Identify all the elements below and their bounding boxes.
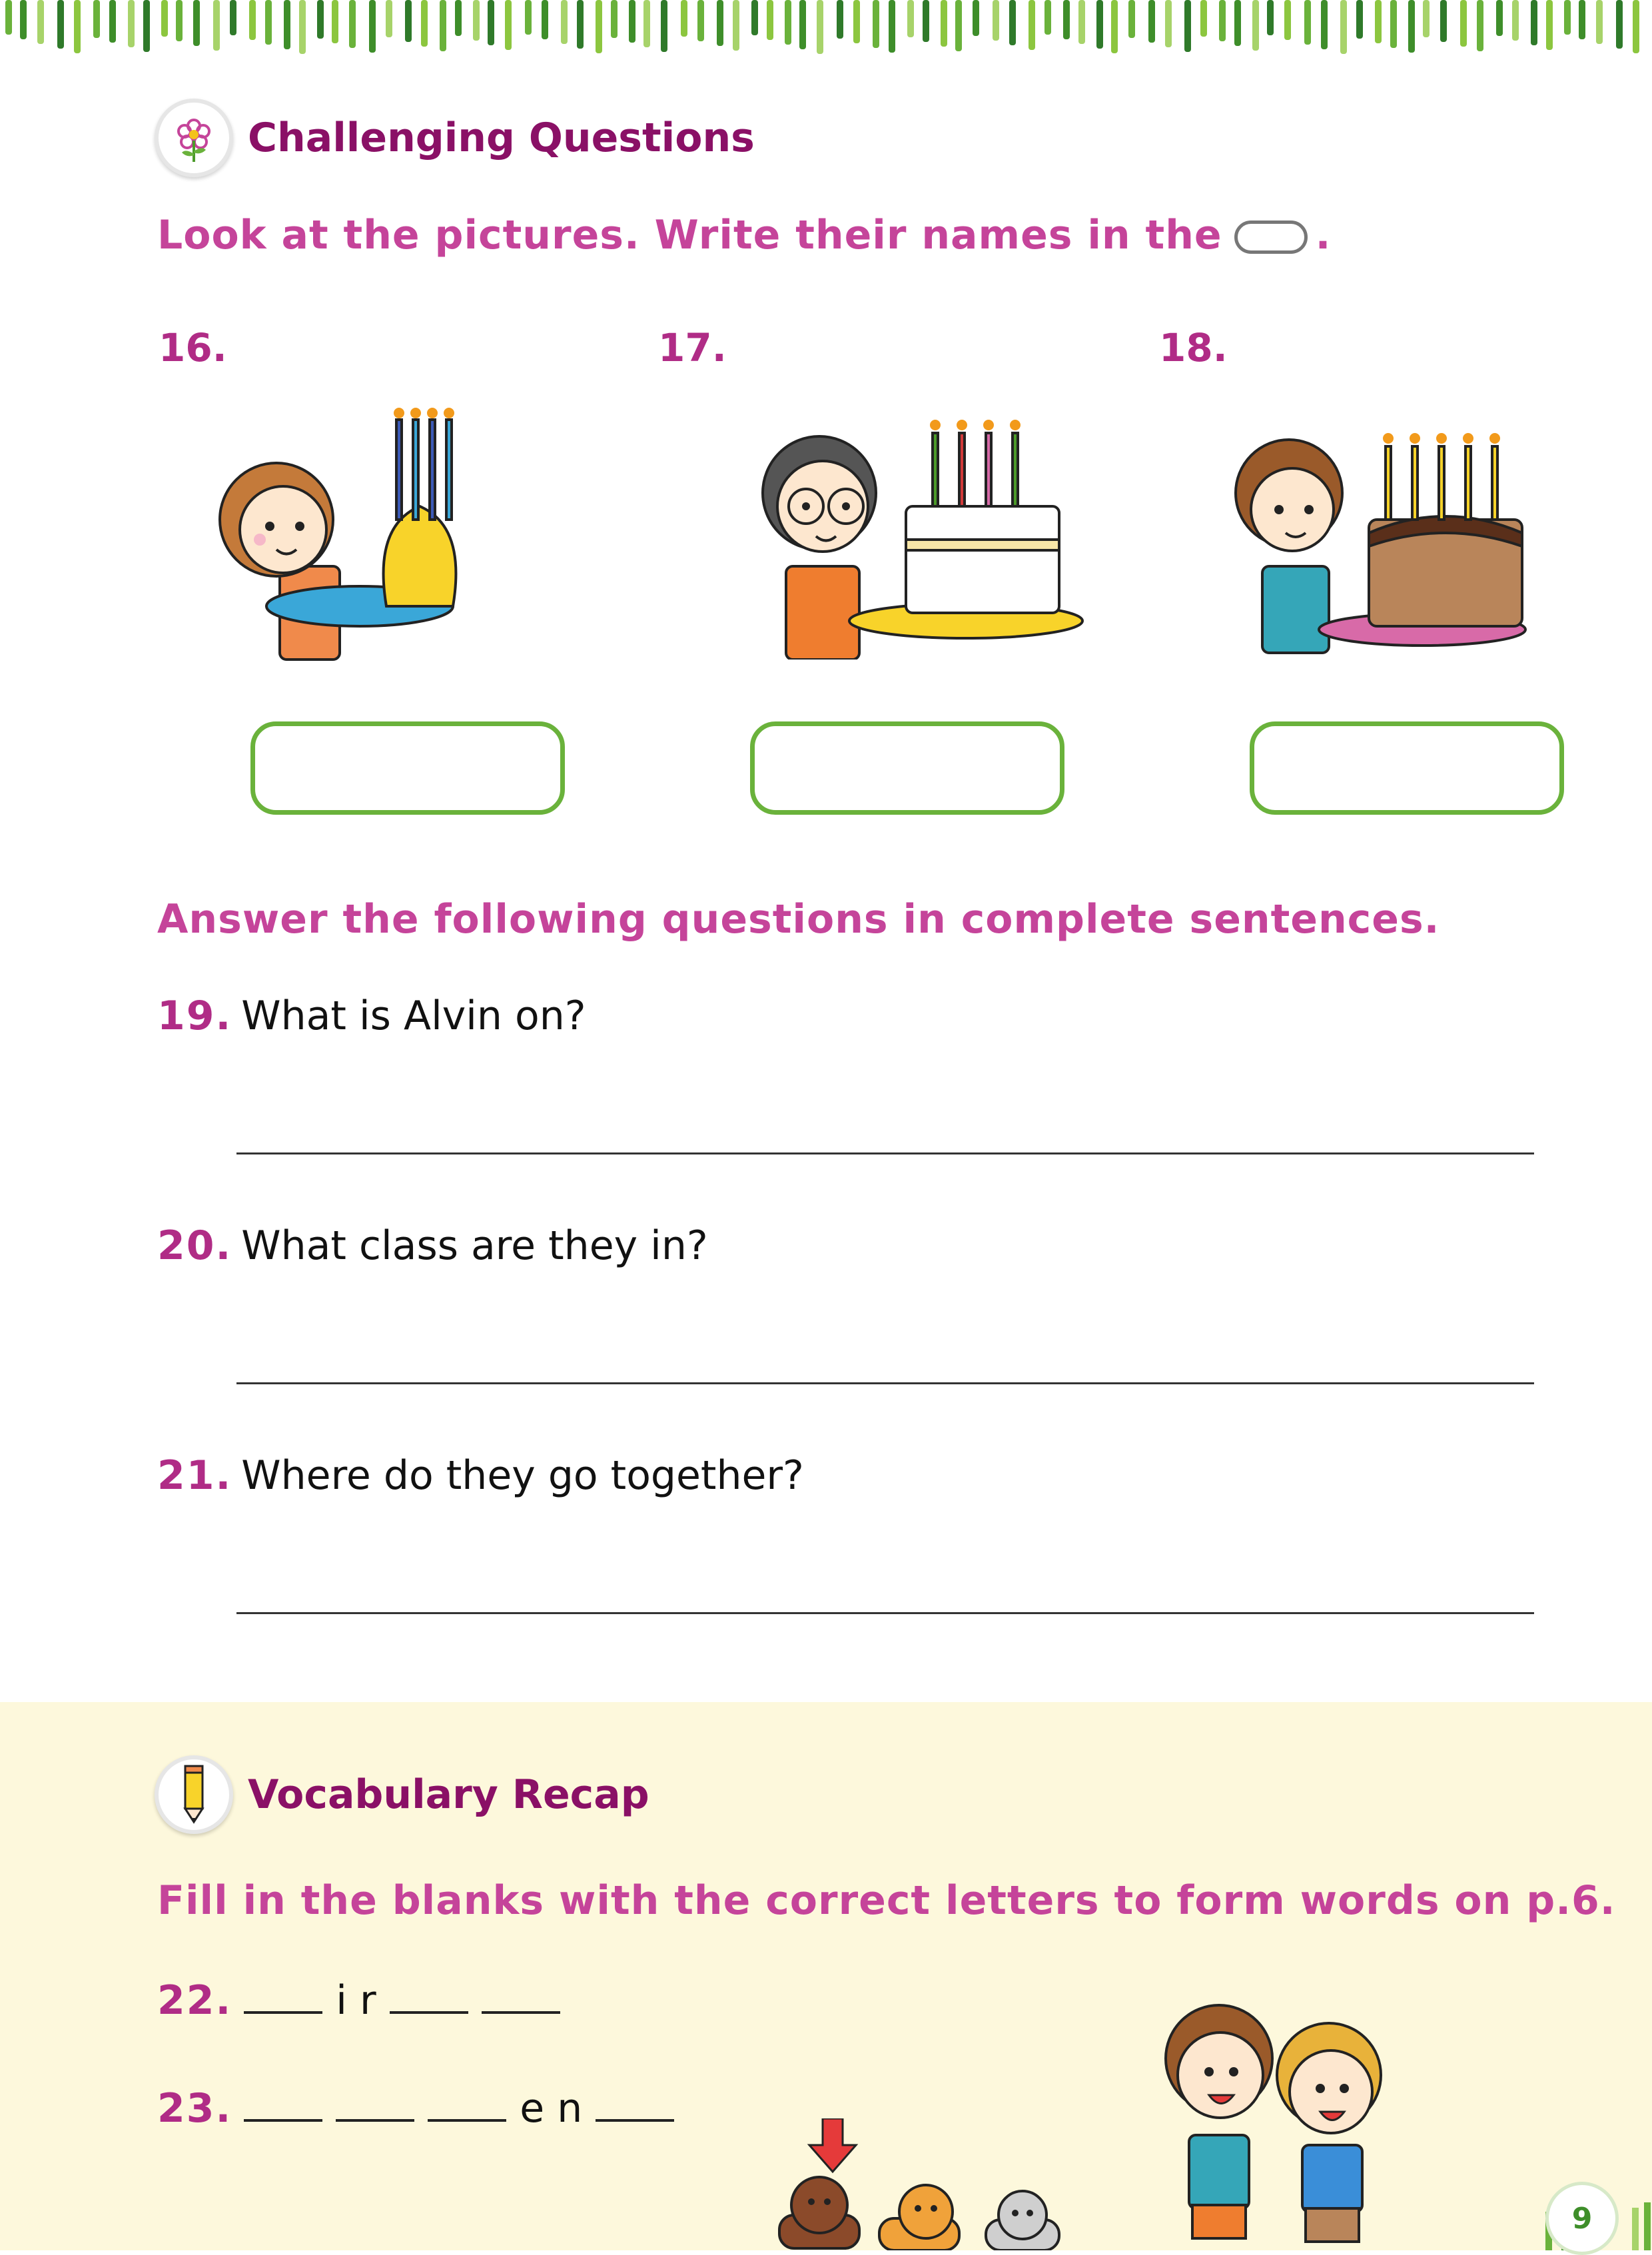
- stripe: [611, 0, 618, 38]
- stripe: [973, 0, 979, 36]
- item-number-17: 17.: [658, 325, 727, 370]
- instruction-pictures: [157, 212, 1331, 258]
- stripe: [1375, 0, 1382, 43]
- fill-item-22: [157, 1977, 574, 2024]
- stripe: [1616, 0, 1623, 49]
- question-20: [157, 1222, 708, 1269]
- stripe: [161, 0, 168, 37]
- item-number-16: 16.: [159, 325, 227, 370]
- stripe: [1633, 0, 1639, 53]
- stripe: [1184, 0, 1191, 52]
- stripe: [907, 0, 914, 37]
- stripe: [176, 0, 183, 41]
- stripe: [349, 0, 356, 48]
- stripe: [1063, 0, 1070, 39]
- stripe: [5, 0, 12, 35]
- letter-blank[interactable]: [336, 2086, 414, 2122]
- stripe: [1546, 0, 1553, 50]
- item-number-18: 18.: [1159, 325, 1228, 370]
- answer-box-16[interactable]: [250, 721, 565, 815]
- boy-cream-cake-illustration: [746, 413, 1106, 660]
- answer-box-18[interactable]: [1250, 721, 1564, 815]
- stripe: [751, 0, 758, 35]
- girl-jelly-cake-illustration: [193, 406, 586, 666]
- stripe: [1340, 0, 1347, 54]
- stripe: [1128, 0, 1135, 38]
- stripe: [1579, 0, 1585, 39]
- instruction-pictures-period: .: [1315, 212, 1332, 258]
- question-21: [157, 1452, 804, 1499]
- letter-blank[interactable]: [244, 2086, 322, 2122]
- stripe: [1078, 0, 1085, 44]
- question-number: 20.: [157, 1222, 232, 1269]
- stripe: [213, 0, 220, 51]
- stripe: [1009, 0, 1016, 45]
- stripe: [941, 0, 947, 47]
- instruction-vocab: Fill in the blanks with the correct letters to form words on p.6.: [157, 1877, 1616, 1924]
- page-number: 9: [1545, 2182, 1619, 2255]
- stripe: [421, 0, 428, 47]
- stripe: [1496, 0, 1503, 36]
- stripe: [993, 0, 999, 41]
- section-title-vocab: Vocabulary Recap: [248, 1771, 649, 1818]
- letter-blank[interactable]: [244, 1978, 322, 2014]
- letter-blank[interactable]: [482, 1978, 560, 2014]
- stripe: [265, 0, 272, 45]
- stripe: [1512, 0, 1519, 41]
- stripe: [37, 0, 44, 44]
- answer-box-17[interactable]: [750, 721, 1064, 815]
- stripe: [128, 0, 135, 47]
- two-boys-illustration: [1152, 1995, 1406, 2250]
- fill-number: 23.: [157, 2085, 232, 2132]
- question-number: 21.: [157, 1452, 232, 1499]
- stripe: [1356, 0, 1363, 39]
- given-letters: e n: [520, 2085, 583, 2132]
- stripe: [767, 0, 773, 40]
- stripe: [284, 0, 290, 49]
- stripe: [93, 0, 100, 38]
- stripe: [1477, 0, 1483, 51]
- question-number: 19.: [157, 993, 232, 1039]
- stripe: [1096, 0, 1103, 49]
- stripe: [661, 0, 667, 52]
- stripe: [873, 0, 879, 48]
- stripe: [1111, 0, 1118, 53]
- answer-line-20[interactable]: [236, 1382, 1534, 1384]
- stripe: [299, 0, 306, 54]
- stripe: [799, 0, 806, 49]
- stripe: [230, 0, 236, 35]
- stripe: [837, 0, 843, 39]
- stripe: [455, 0, 462, 36]
- stripe: [369, 0, 376, 53]
- instruction-pictures-text: Look at the pictures. Write their names in the: [157, 212, 1222, 258]
- stripe: [1252, 0, 1259, 51]
- stripe: [681, 0, 687, 37]
- stripe: [1029, 0, 1035, 50]
- stripe: [57, 0, 64, 49]
- instruction-sentences: Answer the following questions in complete sentences.: [157, 896, 1440, 943]
- stripe: [193, 0, 200, 46]
- fill-item-23: [157, 2085, 687, 2132]
- stripe: [1440, 0, 1447, 42]
- stripe: [525, 0, 532, 35]
- stripe: [488, 0, 494, 45]
- stripe: [1423, 0, 1430, 37]
- stripe: [1267, 0, 1274, 35]
- stripe: [332, 0, 338, 43]
- stripe: [1564, 0, 1571, 35]
- stripe: [109, 0, 116, 43]
- question-19: [157, 993, 586, 1039]
- question-text: Where do they go together?: [241, 1452, 804, 1499]
- stripe: [1200, 0, 1207, 37]
- stripe: [1284, 0, 1291, 40]
- stripe: [249, 0, 256, 40]
- answer-line-19[interactable]: [236, 1152, 1534, 1154]
- flower-icon: [155, 99, 233, 177]
- pets-illustration: [766, 2118, 1112, 2250]
- stripe: [561, 0, 568, 44]
- stripe: [440, 0, 446, 51]
- top-stripe-border: [0, 0, 1652, 60]
- boy-chocolate-cake-illustration: [1222, 420, 1569, 660]
- stripe: [1304, 0, 1311, 45]
- stripe: [1390, 0, 1397, 48]
- stripe: [1408, 0, 1415, 53]
- stripe: [955, 0, 962, 51]
- challenging-header: [155, 99, 755, 177]
- stripe: [817, 0, 823, 54]
- stripe: [853, 0, 860, 43]
- letter-blank[interactable]: [428, 2086, 506, 2122]
- letter-blank[interactable]: [390, 1978, 468, 2014]
- stripe: [717, 0, 723, 46]
- stripe: [20, 0, 27, 39]
- question-text: What class are they in?: [241, 1222, 708, 1269]
- stripe: [1219, 0, 1226, 41]
- stripe: [542, 0, 548, 39]
- stripe: [629, 0, 635, 43]
- stripe: [74, 0, 81, 53]
- stripe: [1531, 0, 1537, 45]
- stripe: [1596, 0, 1603, 44]
- given-letters: i r: [336, 1977, 376, 2024]
- stripe: [697, 0, 704, 41]
- letter-blank[interactable]: [596, 2086, 674, 2122]
- stripe: [317, 0, 324, 39]
- stripe: [596, 0, 602, 53]
- stripe: [1044, 0, 1051, 35]
- stripe: [785, 0, 791, 45]
- stripe: [889, 0, 895, 53]
- stripe: [1460, 0, 1467, 47]
- stripe: [923, 0, 929, 42]
- stripe: [143, 0, 150, 52]
- fill-number: 22.: [157, 1977, 232, 2024]
- stripe: [405, 0, 412, 42]
- pencil-icon: [155, 1755, 233, 1834]
- stripe: [643, 0, 650, 47]
- stripe: [1321, 0, 1328, 49]
- vocab-header: [155, 1755, 649, 1834]
- stripe: [733, 0, 739, 51]
- stripe: [505, 0, 512, 50]
- blank-box-icon: [1234, 221, 1308, 254]
- stripe: [386, 0, 392, 37]
- stripe: [1234, 0, 1241, 46]
- question-text: What is Alvin on?: [241, 993, 586, 1039]
- answer-line-21[interactable]: [236, 1612, 1534, 1614]
- stripe: [1148, 0, 1155, 43]
- stripe: [577, 0, 584, 49]
- section-title-challenging: Challenging Questions: [248, 115, 755, 161]
- stripe: [473, 0, 480, 41]
- stripe: [1165, 0, 1172, 47]
